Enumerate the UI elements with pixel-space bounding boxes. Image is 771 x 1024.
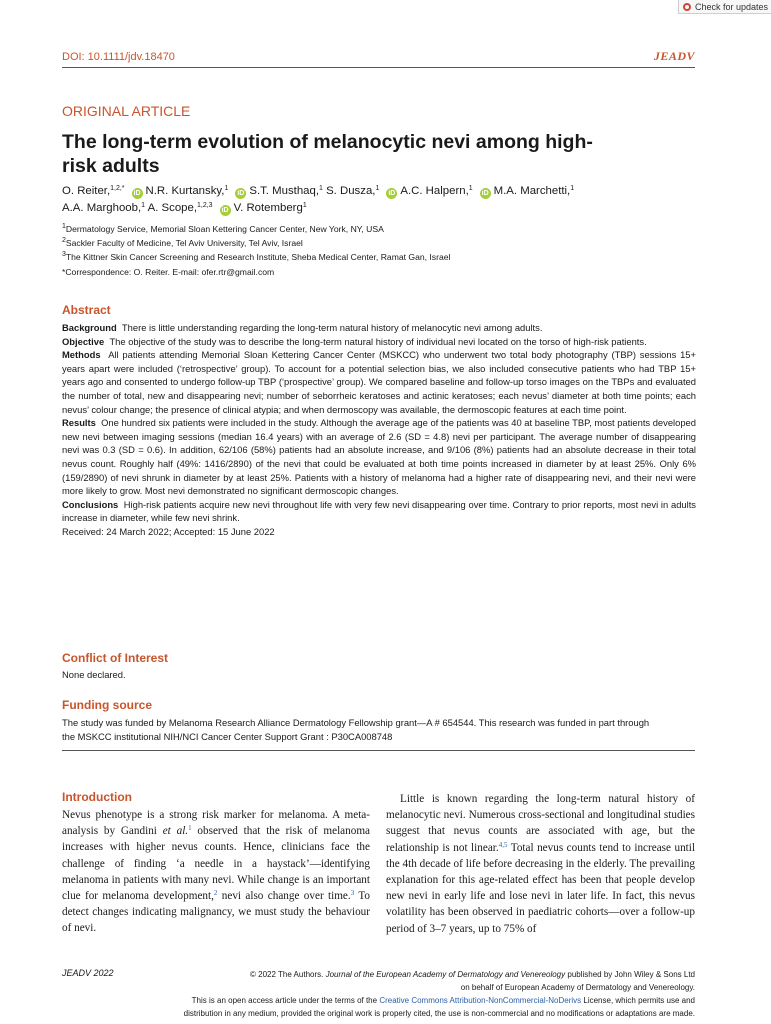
footer-license-line: This is an open access article under the terms of the Creative Commons Attribution-NonCommercial-NoDerivs License, which permits use and [191, 996, 695, 1005]
abstract-label: Conclusions [62, 498, 119, 510]
abstract-section [62, 348, 696, 416]
author-affil-sup: 1 [302, 202, 307, 209]
author-affil-sup: 1,2,* [110, 185, 125, 192]
author-name: A. Scope, [147, 202, 197, 214]
abstract-text: All patients attending Memorial Sloan Kettering Cancer Center (MSKCC) who underwent two total body photography (TBP) sessions 15+ years apart were included (‘retrospective’ group). To account for a potential selection bias, we also included consecutive patients who had TBP 15+ years ago and consented to undergo follow-up TBP (‘prospective’ group). We compared baseline and follow-up torso images on the TBPs and evaluated the number of total, new and disappearing nevi; number of seborrheic keratoses and actinic keratoses; each nevus’ diameter at both time points; each nevus’ colour change; the presence of clinical atypia; and when dermoscopy was available, the dermoscopic features at each time point. [62, 349, 696, 415]
abstract-text: The objective of the study was to describe the long-term natural history of individual nevi located on the torso of high-risk patients. [109, 335, 647, 347]
affiliation [62, 222, 702, 236]
affiliation-text: The Kittner Skin Cancer Screening and Research Institute, Sheba Medical Center, Ramat Gan, Israel [65, 252, 451, 263]
abstract-label: Results [62, 417, 96, 429]
section-divider [62, 750, 695, 751]
affiliation-list [62, 222, 702, 265]
affiliation-text: Sackler Faculty of Medicine, Tel Aviv University, Tel Aviv, Israel [65, 238, 303, 249]
affiliation-sup: 2 [62, 237, 66, 245]
introduction-heading: Introduction [62, 790, 132, 804]
abstract-body [62, 321, 696, 539]
article-type: ORIGINAL ARTICLE [62, 103, 191, 119]
correspondence: *Correspondence: O. Reiter. E-mail: ofer.rtr@gmail.com [62, 266, 275, 277]
footer-copyright: © 2022 The Authors. Journal of the European Academy of Dermatology and Venereology published by John Wiley & Sons Ltd [250, 970, 695, 979]
abstract-text: High-risk patients acquire new nevi throughout life with very few nevi disappearing over time. Contrary to prior reports, most nevi in adults increase in diameter, while few nevi shrink. [62, 498, 696, 524]
author [213, 202, 307, 214]
abstract-label: Objective [62, 335, 105, 347]
author-name: O. Reiter, [62, 185, 111, 197]
author [473, 185, 575, 197]
affiliation-text: Dermatology Service, Memorial Sloan Kettering Cancer Center, New York, NY, USA [65, 224, 384, 234]
author [379, 185, 472, 197]
check-for-updates-button[interactable] [678, 0, 771, 14]
conflict-text: None declared. [62, 669, 126, 680]
funding-text: The study was funded by Melanoma Research Alliance Dermatology Fellowship grant—A # 654544. This research was funded in part through the MSKCC institutional NIH/NCI Cancer Center Support Grant : P30CA008748 [62, 717, 650, 742]
orcid-icon[interactable]: iD [221, 207, 229, 214]
footer-journal: JEADV 2022 [62, 968, 114, 978]
author-list [62, 183, 702, 217]
author [228, 185, 323, 197]
author [62, 202, 145, 214]
citation-ref[interactable]: 3 [350, 889, 355, 898]
abstract-text: There is little understanding regarding the long-term natural history of melanocytic nevi among adults. [121, 322, 543, 333]
abstract-section [62, 335, 696, 349]
intro-column-right [386, 791, 695, 937]
orcid-icon[interactable]: iD [237, 190, 245, 197]
author [125, 185, 229, 197]
author-affil-sup: 1 [570, 185, 575, 192]
intro-text: observed that the risk of melanoma increases with higher nevus counts. Hence, clinicians face the challenge of finding ‘a needle in a haystack’—identifying melanoma in patients with many nevi. While change is an important clue for melanoma development, [62, 825, 371, 903]
abstract-sections [62, 321, 696, 525]
header-divider [62, 67, 695, 68]
intro-text: nevi also change over time. [217, 890, 351, 903]
citation-ref[interactable]: 1 [188, 824, 192, 833]
author-affil-sup: 1 [141, 202, 146, 209]
intro-text: Nevus phenotype is a strong risk marker for melanoma. A meta-analysis by Gandini [62, 809, 370, 838]
conflict-heading: Conflict of Interest [62, 651, 169, 665]
intro-paragraph-left [62, 807, 370, 937]
author [62, 185, 125, 197]
author-name: A.A. Marghoob, [62, 202, 142, 214]
affiliation-sup: 3 [62, 251, 66, 259]
intro-italic: et al. [162, 825, 189, 838]
intro-text: To detect changes indicating malignancy, we must study the behaviour of nevi. [62, 890, 370, 935]
abstract-section [62, 321, 696, 335]
citation-ref[interactable]: 2 [213, 889, 218, 898]
check-for-updates-label: Check for updates [695, 1, 769, 12]
author-affil-sup: 1 [375, 185, 380, 192]
affiliations [62, 222, 702, 279]
orcid-icon[interactable]: iD [481, 190, 489, 197]
affiliation [62, 250, 702, 264]
abstract-heading: Abstract [62, 303, 111, 317]
intro-text: Total nevus counts tend to increase until the 4th decade of life before decreasing in the elderly. The prevailing explanation for this age-related effect has been that people develop new nevi in early life and lose nevi in later life. In fact, this nevus volatility has been observed in paediatric cohorts—over a follow-up period of 3–7 years, up to 75% of [386, 841, 695, 935]
license-link[interactable]: Creative Commons Attribution-NonCommercial-NoDerivs [379, 996, 582, 1005]
intro-column-left [62, 807, 370, 937]
affiliation [62, 236, 702, 250]
footer-license [135, 968, 695, 1020]
author [323, 185, 379, 197]
author-affil-sup: 1 [468, 185, 473, 192]
funding-heading: Funding source [62, 698, 152, 712]
footer-terms: distribution in any medium, provided the original work is properly cited, the use is non-commercial and no modifications or adaptations are made. [183, 1009, 695, 1018]
abstract-section [62, 498, 696, 525]
orcid-icon[interactable]: iD [133, 190, 141, 197]
orcid-icon[interactable]: iD [388, 190, 396, 197]
intro-paragraph-right [386, 791, 695, 937]
article-title: The long-term evolution of melanocytic nevi among high-risk adults [62, 131, 593, 177]
author-name: S. Dusza, [326, 185, 376, 197]
author-name: A.C. Halpern, [400, 185, 469, 197]
footer-publisher: on behalf of European Academy of Dermatology and Venereology. [460, 983, 695, 992]
abstract-label: Methods [62, 349, 101, 361]
author-name: S.T. Musthaq, [249, 185, 319, 197]
author [145, 202, 213, 214]
author-affil-sup: 1,2,3 [197, 202, 213, 209]
citation-ref[interactable]: 4,5 [498, 840, 508, 849]
intro-text: Little is known regarding the long-term natural history of melanocytic nevi. Numerous cross-sectional and longitudinal studies suggest that nevus counts are associated with age, but the relationship is not linear. [386, 793, 695, 854]
crossmark-icon [683, 3, 691, 11]
doi-link[interactable]: DOI: 10.1111/jdv.18470 [62, 51, 175, 63]
abstract-section [62, 416, 696, 498]
received-dates: Received: 24 March 2022; Accepted: 15 June 2022 [62, 525, 275, 537]
journal-tag: JEADV [653, 49, 695, 63]
affiliation-sup: 1 [62, 223, 66, 230]
author-name: V. Rotemberg [233, 202, 303, 214]
author-name: N.R. Kurtansky, [145, 185, 225, 197]
abstract-text: One hundred six patients were included in the study. Although the average age of the patients was 40 at baseline TBP, most patients developed new nevi between imaging sessions (median 16.4 years) with an average of 2.6 (SD = 4.8) nevi per participant. The average number of disappearing nevi was 0.3 (SD = 0.6). In addition, 62/106 (58%) patients had an absolute increase, and 9/106 (8%) patients had an absolute decrease in their total nevus count. Roughly half (49%: 1416/2890) of the nevi that could be evaluated at both time points increased in diameter by at least 25%. Only 6% (159/2890) of nevi shrunk in diameter by at least 25%. Patients with a history of melanoma had a higher rate of disappearing nevi, and their nevi were more likely to grow. Most nevi demonstrated no significant dermoscopic changes. [62, 417, 696, 497]
author-name: M.A. Marchetti, [493, 185, 571, 197]
author-affil-sup: 1 [318, 185, 323, 192]
abstract-label: Background [62, 322, 117, 333]
author-affil-sup: 1 [224, 185, 229, 192]
